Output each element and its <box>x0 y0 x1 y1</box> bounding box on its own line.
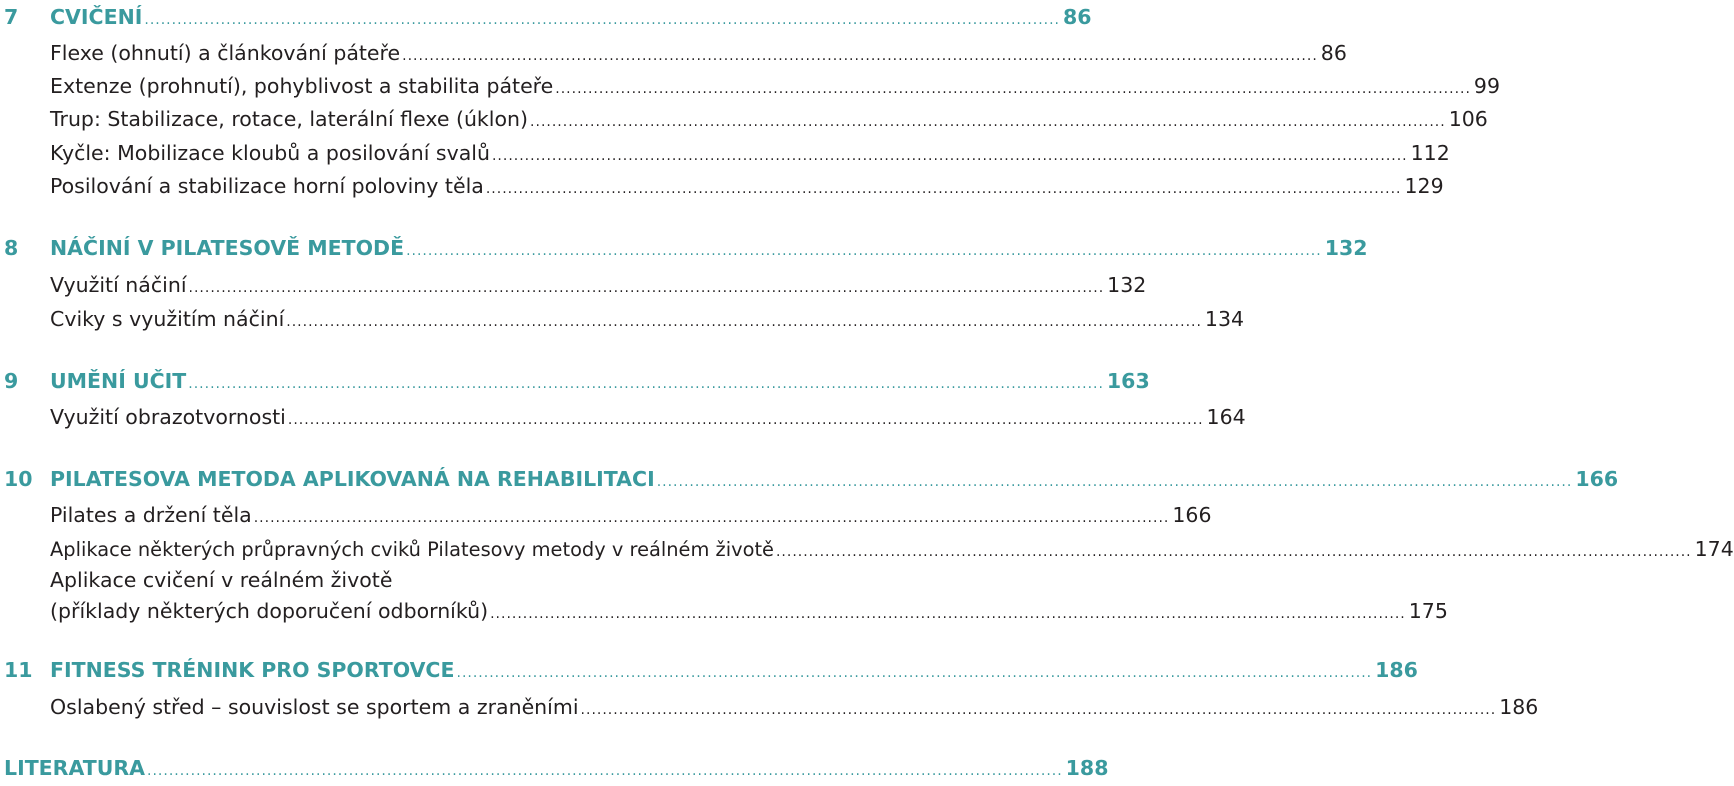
chapter-number: 8 <box>4 236 19 260</box>
dot-leader: ........................................................................................................................................................................ <box>555 81 1471 97</box>
toc-entry[interactable] <box>0 270 1147 300</box>
toc-entry[interactable] <box>0 402 1246 432</box>
toc-entry[interactable] <box>0 138 1450 168</box>
dot-leader: ........................................................................................................................................................................ <box>491 148 1408 164</box>
page-number: 163 <box>1106 369 1150 393</box>
toc-chapter-10[interactable] <box>0 464 1619 494</box>
dot-leader: ........................................................................................................................................................................ <box>456 665 1373 681</box>
dot-leader: ........................................................................................................................................................................ <box>188 376 1104 392</box>
entry-title: Trup: Stabilizace, rotace, laterální flexe (úklon) <box>50 107 529 131</box>
chapter-title: PILATESOVA METODA APLIKOVANÁ NA REHABILITACI <box>50 467 655 491</box>
toc-entry[interactable] <box>0 534 1734 564</box>
dot-leader: ........................................................................................................................................................................ <box>188 280 1105 296</box>
toc-entry[interactable] <box>0 500 1212 530</box>
dot-leader: ........................................................................................................................................................................ <box>580 702 1497 718</box>
entry-title: (příklady některých doporučení odborníků) <box>50 599 489 623</box>
chapter-title: FITNESS TRÉNINK PRO SPORTOVCE <box>50 658 455 682</box>
toc-chapter-11[interactable] <box>0 655 1418 685</box>
entry-title: Kyčle: Mobilizace kloubů a posilování svalů <box>50 141 490 165</box>
dot-leader: ........................................................................................................................................................................ <box>530 114 1446 130</box>
dot-leader: ........................................................................................................................................................................ <box>287 412 1204 428</box>
toc-entry[interactable] <box>0 692 1539 722</box>
entry-title: Využití obrazotvornosti <box>50 405 286 429</box>
chapter-number: 10 <box>4 467 33 491</box>
entry-title: Využití náčiní <box>50 273 187 297</box>
page-number: 186 <box>1375 658 1418 682</box>
toc-chapter-8[interactable] <box>0 233 1368 263</box>
entry-title: Flexe (ohnutí) a článkování páteře <box>50 41 401 65</box>
page-number: 86 <box>1320 41 1347 65</box>
toc-chapter-7[interactable] <box>0 2 1092 32</box>
page-number: 112 <box>1410 141 1450 165</box>
toc-entry[interactable] <box>0 71 1501 101</box>
chapter-number: 11 <box>4 658 33 682</box>
page-number: 86 <box>1063 5 1092 29</box>
page-number: 99 <box>1473 74 1501 98</box>
toc-entry[interactable] <box>0 104 1488 134</box>
entry-title: Aplikace některých průpravných cviků Pilatesovy metody v reálném životě <box>50 538 774 561</box>
page-number: 132 <box>1324 236 1368 260</box>
toc-entry[interactable] <box>0 596 1448 626</box>
dot-leader: ........................................................................................................................................................................ <box>147 763 1063 779</box>
page-number: 166 <box>1575 467 1619 491</box>
entry-title-line-1: Aplikace cvičení v reálném životě <box>50 568 393 592</box>
page-number: 129 <box>1404 174 1444 198</box>
chapter-title: UMĚNÍ UČIT <box>50 369 187 393</box>
page-number: 175 <box>1408 599 1448 623</box>
entry-title: Posilování a stabilizace horní poloviny těla <box>50 174 484 198</box>
page-number: 188 <box>1065 756 1109 780</box>
toc-literatura[interactable] <box>0 753 1109 783</box>
toc-entry[interactable] <box>0 304 1245 334</box>
dot-leader: ........................................................................................................................................................................ <box>406 243 1322 259</box>
page-number: 132 <box>1107 273 1147 297</box>
page-number: 174 <box>1694 537 1734 561</box>
entry-title: Pilates a držení těla <box>50 503 252 527</box>
dot-leader: ........................................................................................................................................................................ <box>286 314 1202 330</box>
toc-entry[interactable] <box>0 171 1444 201</box>
page-number: 164 <box>1206 405 1246 429</box>
page-number: 134 <box>1204 307 1245 331</box>
entry-title: Cviky s využitím náčiní <box>50 307 285 331</box>
dot-leader: ........................................................................................................................................................................ <box>775 544 1692 560</box>
page-number: 186 <box>1499 695 1539 719</box>
dot-leader: ........................................................................................................................................................................ <box>144 12 1061 28</box>
dot-leader: ........................................................................................................................................................................ <box>485 181 1402 197</box>
chapter-title: LITERATURA <box>4 756 146 780</box>
toc-chapter-9[interactable] <box>0 366 1150 396</box>
chapter-title: CVIČENÍ <box>50 5 143 29</box>
chapter-number: 9 <box>4 369 19 393</box>
entry-title: Oslabený střed – souvislost se sportem a zraněními <box>50 695 579 719</box>
toc-entry[interactable] <box>0 38 1347 68</box>
dot-leader: ........................................................................................................................................................................ <box>656 474 1573 490</box>
dot-leader: ........................................................................................................................................................................ <box>490 606 1406 622</box>
entry-title: Extenze (prohnutí), pohyblivost a stabilita páteře <box>50 74 554 98</box>
chapter-title: NÁČINÍ V PILATESOVĚ METODĚ <box>50 236 405 260</box>
chapter-number: 7 <box>4 5 19 29</box>
page-number: 106 <box>1448 107 1488 131</box>
dot-leader: ........................................................................................................................................................................ <box>402 48 1318 64</box>
dot-leader: ........................................................................................................................................................................ <box>253 510 1170 526</box>
page-number: 166 <box>1172 503 1212 527</box>
